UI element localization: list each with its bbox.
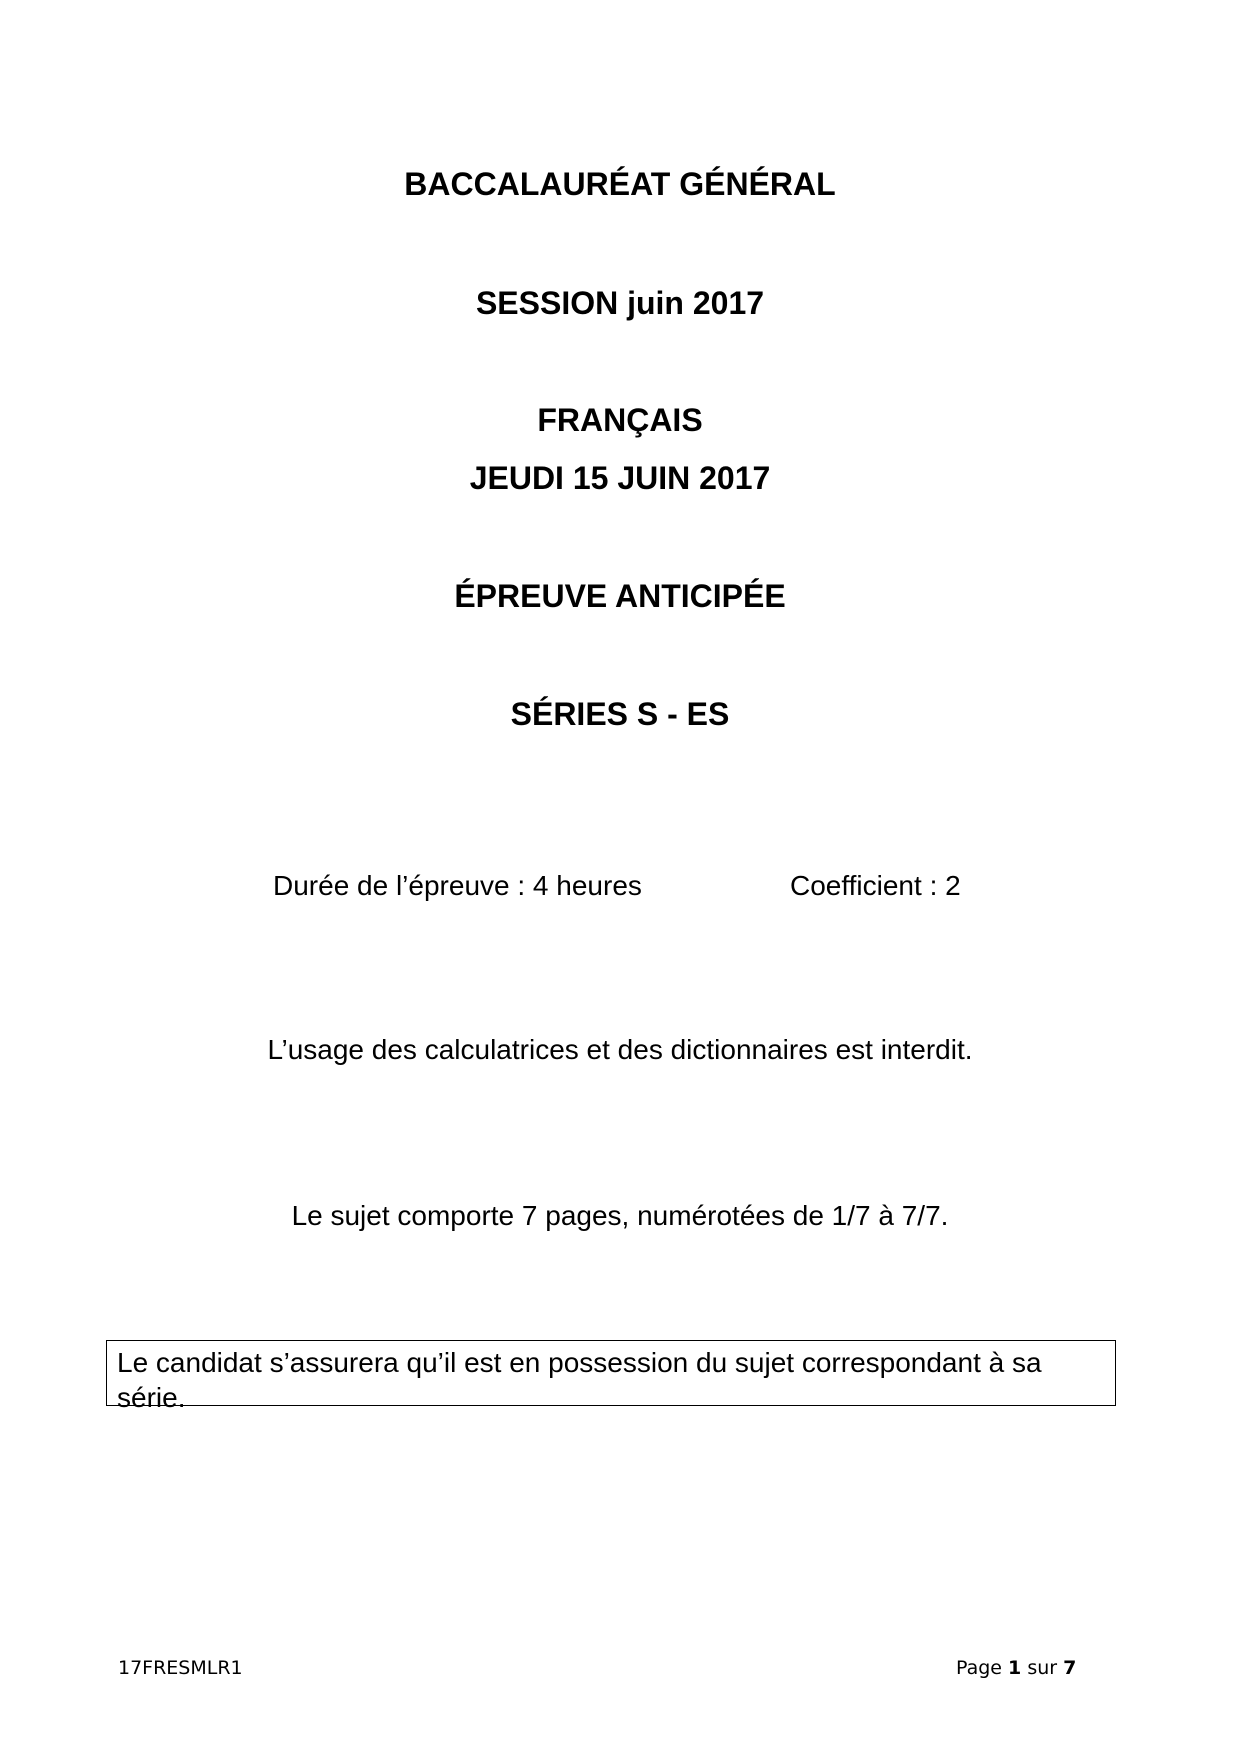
page-separator: sur (1027, 1657, 1058, 1679)
exam-date: JEUDI 15 JUIN 2017 (469, 460, 771, 496)
coefficient-text: Coefficient : 2 (790, 870, 961, 901)
page-total: 7 (1063, 1657, 1077, 1679)
series-label: SÉRIES S - ES (510, 696, 730, 732)
exam-info-row (0, 866, 1240, 906)
exam-title: BACCALAURÉAT GÉNÉRAL (404, 166, 836, 202)
candidate-notice-text: Le candidat s’assurera qu’il est en possession du sujet correspondant à sa série. (117, 1347, 1042, 1413)
session-label: SESSION juin 2017 (475, 285, 765, 321)
test-type-label: ÉPREUVE ANTICIPÉE (454, 578, 786, 614)
subject-label: FRANÇAIS (537, 402, 703, 438)
page-prefix: Page (956, 1657, 1002, 1679)
duration-text: Durée de l’épreuve : 4 heures (273, 870, 642, 901)
page-current: 1 (1008, 1657, 1022, 1679)
page-number (956, 1656, 1076, 1680)
candidate-notice-box (106, 1340, 1116, 1413)
calculator-rule: L’usage des calculatrices et des dictionnaires est interdit. (267, 1034, 973, 1065)
page-count-rule: Le sujet comporte 7 pages, numérotées de 1/7 à 7/7. (291, 1200, 949, 1231)
document-code: 17FRESMLR1 (118, 1657, 243, 1679)
